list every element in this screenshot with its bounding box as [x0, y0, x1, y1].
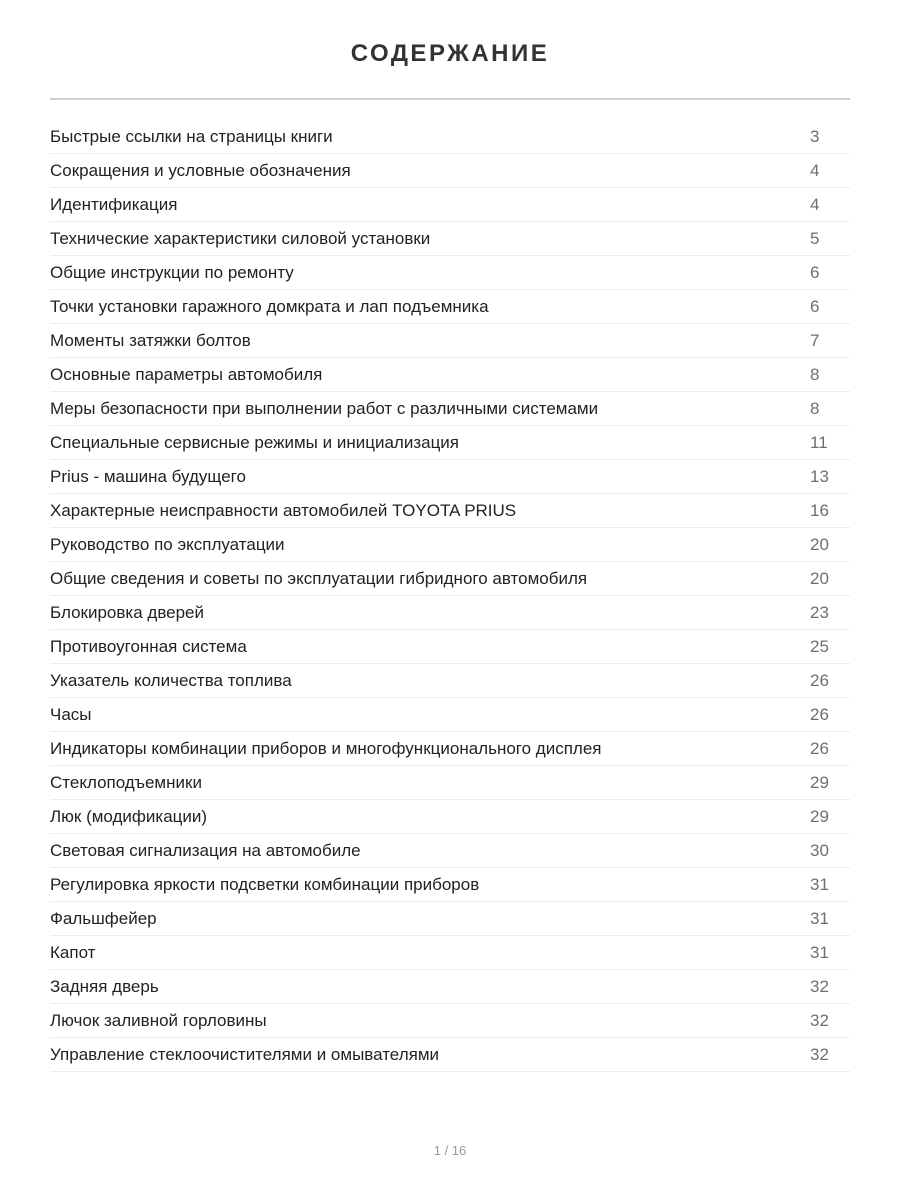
- toc-entry-title: Основные параметры автомобиля: [50, 364, 323, 384]
- toc-entry-title: Меры безопасности при выполнении работ с различными системами: [50, 398, 599, 418]
- toc-entry-page-number: 20: [810, 568, 829, 588]
- toc-entry-title: Фальшфейер: [50, 908, 157, 928]
- toc-entry-title: Идентификация: [50, 194, 178, 214]
- toc-entry[interactable]: [50, 392, 850, 426]
- toc-entry-page-number: 13: [810, 466, 829, 486]
- toc-entry[interactable]: [50, 460, 850, 494]
- toc-entry-page-number: 4: [810, 160, 820, 180]
- toc-entry-title: Индикаторы комбинации приборов и многофункционального дисплея: [50, 738, 602, 758]
- toc-entry-page-number: 31: [810, 908, 829, 928]
- toc-entry-page-number: 26: [810, 670, 829, 690]
- toc-entry-title: Стеклоподъемники: [50, 772, 202, 792]
- toc-entry-page-number: 16: [810, 500, 829, 520]
- toc-entry-page-number: 11: [810, 432, 828, 452]
- toc-entry[interactable]: [50, 290, 850, 324]
- toc-entry-title: Капот: [50, 942, 96, 962]
- toc-entry-page-number: 31: [810, 942, 829, 962]
- toc-entry[interactable]: [50, 562, 850, 596]
- toc-entry-page-number: 30: [810, 840, 829, 860]
- toc-entry-page-number: 3: [810, 126, 820, 146]
- table-of-contents: [50, 120, 850, 1072]
- toc-entry[interactable]: [50, 902, 850, 936]
- toc-entry-page-number: 6: [810, 296, 820, 316]
- toc-entry-page-number: 7: [810, 330, 820, 350]
- toc-entry-title: Общие сведения и советы по эксплуатации гибридного автомобиля: [50, 568, 588, 588]
- toc-entry-title: Световая сигнализация на автомобиле: [50, 840, 361, 860]
- page-indicator: 1 / 16: [433, 1143, 467, 1158]
- toc-entry-page-number: 26: [810, 704, 829, 724]
- toc-entry[interactable]: [50, 120, 850, 154]
- toc-entry-page-number: 29: [810, 806, 829, 826]
- toc-entry-title: Технические характеристики силовой установки: [50, 228, 431, 248]
- toc-entry-title: Prius - машина будущего: [50, 466, 246, 486]
- toc-entry[interactable]: [50, 426, 850, 460]
- toc-entry[interactable]: [50, 630, 850, 664]
- toc-entry-page-number: 23: [810, 602, 829, 622]
- toc-entry[interactable]: [50, 188, 850, 222]
- toc-entry-title: Характерные неисправности автомобилей TOYOTA PRIUS: [50, 500, 517, 520]
- toc-entry-title: Специальные сервисные режимы и инициализация: [50, 432, 460, 452]
- toc-entry-title: Регулировка яркости подсветки комбинации приборов: [50, 874, 480, 894]
- toc-entry-page-number: 8: [810, 364, 820, 384]
- toc-entry-title: Руководство по эксплуатации: [50, 534, 285, 554]
- toc-entry-page-number: 4: [810, 194, 820, 214]
- toc-entry[interactable]: [50, 528, 850, 562]
- toc-entry[interactable]: [50, 154, 850, 188]
- toc-entry[interactable]: [50, 222, 850, 256]
- toc-entry-title: Быстрые ссылки на страницы книги: [50, 126, 333, 146]
- toc-entry-page-number: 26: [810, 738, 829, 758]
- toc-entry[interactable]: [50, 1038, 850, 1072]
- toc-entry-title: Противоугонная система: [50, 636, 247, 656]
- toc-entry[interactable]: [50, 936, 850, 970]
- toc-entry[interactable]: [50, 324, 850, 358]
- toc-entry[interactable]: [50, 358, 850, 392]
- toc-entry[interactable]: [50, 1004, 850, 1038]
- toc-entry[interactable]: [50, 732, 850, 766]
- toc-entry[interactable]: [50, 596, 850, 630]
- toc-entry-title: Лючок заливной горловины: [50, 1010, 267, 1030]
- toc-entry-title: Часы: [50, 704, 92, 724]
- toc-entry[interactable]: [50, 698, 850, 732]
- toc-entry-title: Указатель количества топлива: [50, 670, 292, 690]
- toc-entry-page-number: 32: [810, 1044, 829, 1064]
- toc-entry-title: Моменты затяжки болтов: [50, 330, 251, 350]
- toc-entry-page-number: 25: [810, 636, 829, 656]
- toc-entry[interactable]: [50, 256, 850, 290]
- toc-entry-page-number: 32: [810, 976, 829, 996]
- toc-entry[interactable]: [50, 766, 850, 800]
- toc-entry-page-number: 6: [810, 262, 820, 282]
- title-divider: [50, 98, 850, 100]
- toc-entry[interactable]: [50, 970, 850, 1004]
- toc-entry[interactable]: [50, 800, 850, 834]
- toc-entry-page-number: 5: [810, 228, 820, 248]
- toc-entry[interactable]: [50, 834, 850, 868]
- toc-entry-page-number: 8: [810, 398, 820, 418]
- toc-entry[interactable]: [50, 868, 850, 902]
- toc-entry-title: Блокировка дверей: [50, 602, 205, 622]
- toc-entry-page-number: 29: [810, 772, 829, 792]
- toc-entry-title: Сокращения и условные обозначения: [50, 160, 351, 180]
- toc-entry-title: Задняя дверь: [50, 976, 159, 996]
- toc-entry-title: Управление стеклоочистителями и омывателями: [50, 1044, 439, 1064]
- toc-entry-title: Точки установки гаражного домкрата и лап подъемника: [50, 296, 489, 316]
- page-title: СОДЕРЖАНИЕ: [350, 40, 550, 67]
- toc-entry-page-number: 31: [810, 874, 829, 894]
- toc-entry-page-number: 32: [810, 1010, 829, 1030]
- toc-entry-title: Люк (модификации): [50, 806, 208, 826]
- toc-entry-page-number: 20: [810, 534, 829, 554]
- toc-entry-title: Общие инструкции по ремонту: [50, 262, 294, 282]
- toc-entry[interactable]: [50, 494, 850, 528]
- toc-entry[interactable]: [50, 664, 850, 698]
